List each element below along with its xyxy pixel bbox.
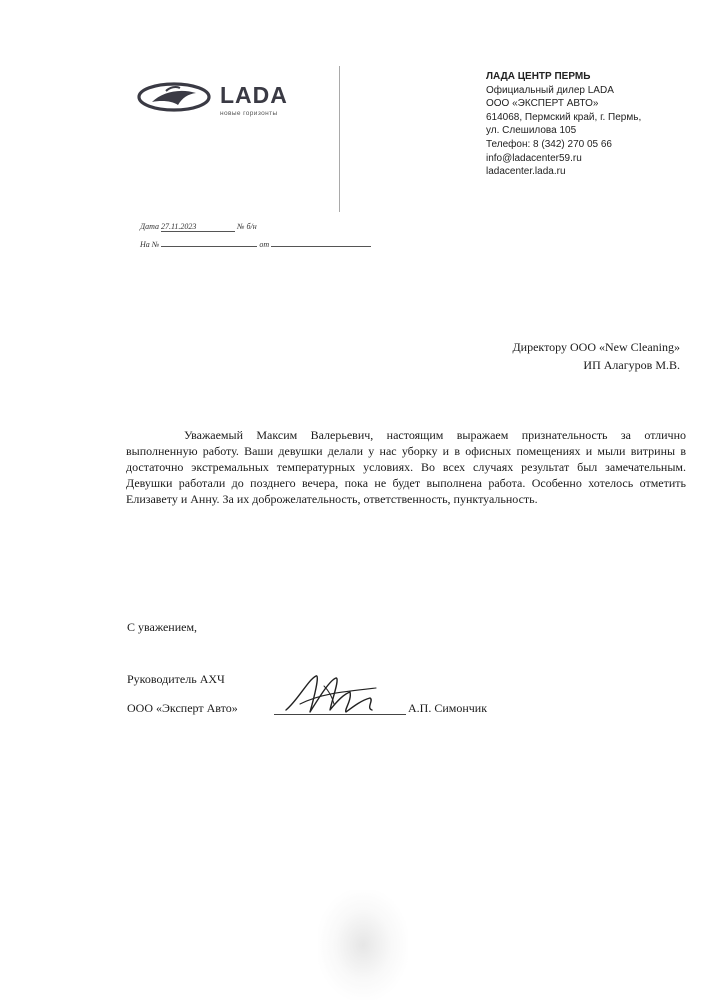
company-llc: ООО «ЭКСПЕРТ АВТО»: [486, 98, 599, 110]
incoming-field: [161, 246, 257, 247]
closing-phrase: С уважением,: [127, 620, 198, 634]
letterhead-divider: [339, 66, 340, 212]
logo-tagline: новые горизонты: [220, 110, 278, 117]
letter-body: [126, 427, 686, 507]
company-dealer: Официальный дилер LADA: [486, 84, 614, 96]
signature-line: [274, 714, 406, 715]
registration-date-line: [140, 222, 257, 232]
date-field: [161, 222, 235, 232]
company-address-line-1: 614068, Пермский край, г. Пермь,: [486, 111, 642, 123]
signatory-organization: ООО «Эксперт Авто»: [127, 701, 238, 715]
company-name: ЛАДА ЦЕНТР ПЕРМЬ: [486, 71, 591, 82]
signatory-title: Руководитель АХЧ: [127, 672, 225, 686]
letter-paragraph: Уважаемый Максим Валерьевич, настоящим выражаем признательность за отлично выполненную работу. Ваши девушки делали у нас уборку и в офисных помещениях и мыли витрины в достаточно экстремальных температурных условиях. Во всех случаях результат был замечательным. Девушки работали до позднего вечера, пока не будет выполнена работа. Особенно хотелось отметить Елизавету и Анну. За их доброжелательность, ответственность, пунктуальность.: [126, 428, 686, 506]
logo-wordmark: LADA: [220, 82, 288, 108]
incoming-label: На №: [140, 240, 160, 249]
addressee-block: [512, 338, 680, 374]
company-website: ladacenter.lada.ru: [486, 166, 566, 178]
company-address-line-2: ул. Слешилова 105: [486, 125, 577, 137]
company-phone: Телефон: 8 (342) 270 05 66: [486, 138, 612, 150]
from-field: [271, 246, 371, 247]
date-label: Дата: [140, 222, 159, 231]
addressee-line-1: Директору ООО «New Cleaning»: [512, 340, 680, 354]
company-email: info@ladacenter59.ru: [486, 152, 582, 164]
number-label: №: [236, 222, 245, 231]
company-details: [486, 70, 641, 179]
date-value: 27.11.2023: [160, 222, 197, 231]
addressee-line-2: ИП Алагуров М.В.: [583, 358, 680, 372]
incoming-reference-line: [140, 240, 371, 249]
number-value: б/н: [246, 222, 257, 231]
scan-smudge: [318, 890, 408, 1000]
lada-logo: [136, 80, 306, 124]
lada-boat-emblem-icon: [136, 80, 216, 116]
signatory-name: А.П. Симончик: [408, 701, 488, 715]
from-label: от: [259, 240, 270, 249]
